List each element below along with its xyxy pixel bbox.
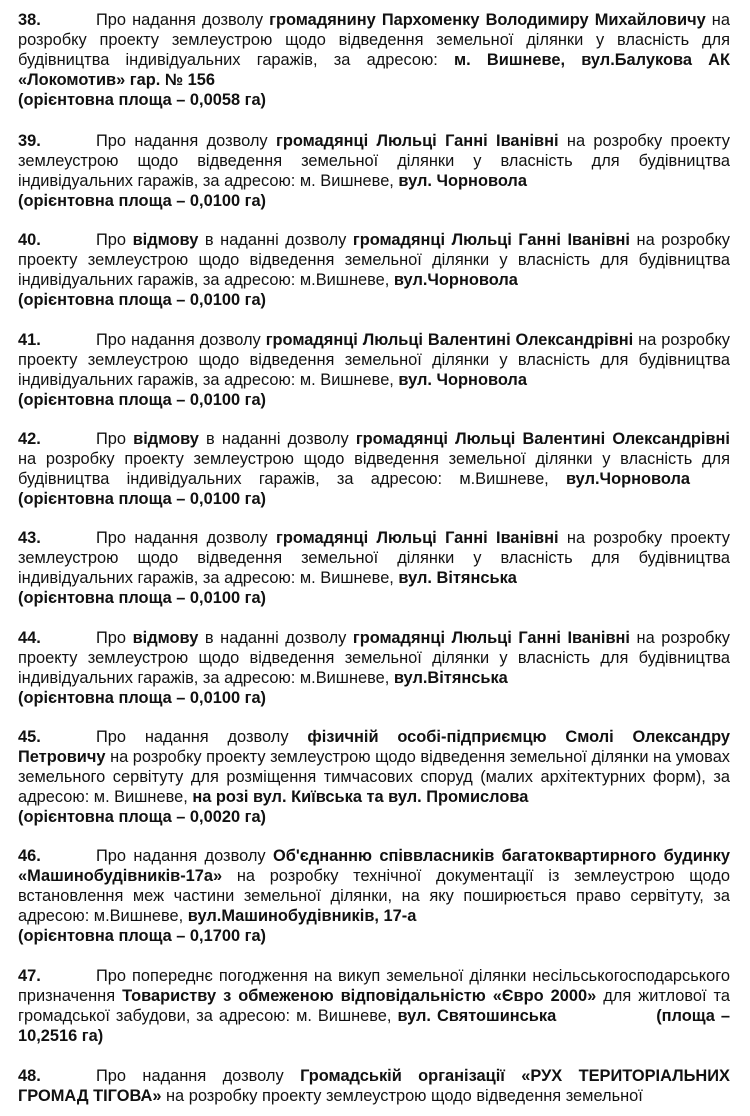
address: вул. Святошинська — [397, 1007, 557, 1025]
address: вул. Вітянська — [398, 569, 517, 587]
refusal-word: відмову — [132, 629, 199, 647]
refusal-word: відмову — [133, 430, 199, 448]
applicant-name: громадянці Люльці Валентині Олександрівні — [265, 331, 634, 349]
address: вул.Чорновола — [566, 470, 690, 488]
applicant-name: фізичній особі-підприємцю Смолі Олександру Петровичу — [18, 728, 730, 766]
list-item-44: 44. Про відмову в наданні дозволу громадянці Люльці Ганні Іванівні на розробку проекту землеустрою щодо відведення земельної ділянки у власність для будівництва індивідуальних гаражів, за адресою: м.Вишневе, вул.Вітянська (орієнтовна площа – 0,0100 га) — [18, 629, 730, 707]
area-note: (орієнтовна площа – 0,1700 га) — [18, 927, 267, 945]
address: вул.Чорновола — [393, 271, 518, 289]
applicant-name: громадянці Люльці Ганні Іванівні — [276, 529, 559, 547]
area-note: (площа – 10,2516 га) — [18, 1007, 731, 1045]
item-number: 39. — [18, 132, 41, 150]
item-number: 46. — [18, 847, 41, 865]
item-number: 43. — [18, 529, 41, 547]
applicant-name: громадянину Пархоменку Володимиру Михайловичу — [269, 11, 706, 29]
area-note: (орієнтовна площа – 0,0100 га) — [18, 192, 267, 210]
address: вул. Чорновола — [398, 371, 527, 389]
item-number: 48. — [18, 1067, 41, 1085]
item-number: 47. — [18, 967, 41, 985]
list-item-40: 40. Про відмову в наданні дозволу громадянці Люльці Ганні Іванівні на розробку проекту землеустрою щодо відведення земельної ділянки у власність для будівництва індивідуальних гаражів, за адресою: м.Вишневе, вул.Чорновола (орієнтовна площа – 0,0100 га) — [18, 231, 730, 309]
address: вул.Вітянська — [393, 669, 508, 687]
address: вул. Чорновола — [398, 172, 527, 190]
address: на розі вул. Київська та вул. Промислова — [192, 788, 529, 806]
item-number: 42. — [18, 430, 41, 448]
list-item-39: 39. Про надання дозволу громадянці Люльці Ганні Іванівні на розробку проекту землеустрою щодо відведення земельної ділянки у власність для будівництва індивідуальних гаражів, за адресою: м. Вишневе, вул. Чорновола (орієнтовна площа – 0,0100 га) — [18, 132, 730, 210]
item-number: 45. — [18, 728, 41, 746]
list-item-47: 47. Про попереднє погодження на викуп земельної ділянки несільськогосподарського призначення Товариству з обмеженою відповідальністю «Євро 2000» для житлової та громадської забудови, за адресою: м. Вишневе, вул. Святошинська (площа – 10,2516 га) — [18, 967, 731, 1045]
applicant-name: громадянці Люльці Ганні Іванівні — [352, 629, 630, 647]
item-number: 40. — [18, 231, 41, 249]
item-number: 38. — [18, 11, 41, 29]
area-note: (орієнтовна площа – 0,0100 га) — [18, 689, 267, 707]
area-note: (орієнтовна площа – 0,0100 га) — [18, 490, 267, 508]
list-item-46: 46. Про надання дозволу Об'єднанню співвласників багатоквартирного будинку «Машинобудівників-17а» на розробку технічної документації із землеустрою щодо встановлення меж частини земельної ділянки, на яку поширюється право сервітуту, за адресою: м.Вишневе, вул.Машинобудівників, 17-а (орієнтовна площа – 0,1700 га) — [18, 847, 730, 945]
item-number: 41. — [18, 331, 41, 349]
applicant-name: громадянці Люльці Ганні Іванівні — [276, 132, 559, 150]
list-item-41: 41. Про надання дозволу громадянці Люльці Валентині Олександрівні на розробку проекту землеустрою щодо відведення земельної ділянки у власність для будівництва індивідуальних гаражів, за адресою: м. Вишневе, вул. Чорновола (орієнтовна площа – 0,0100 га) — [18, 331, 730, 409]
applicant-name: Громадській організації «РУХ ТЕРИТОРІАЛЬНИХ ГРОМАД ТІГОВА» — [18, 1067, 730, 1105]
applicant-name: громадянці Люльці Ганні Іванівні — [352, 231, 630, 249]
applicant-name: Об'єднанню співвласників багатоквартирного будинку «Машинобудівників-17а» — [18, 847, 730, 885]
area-note: (орієнтовна площа – 0,0100 га) — [18, 291, 267, 309]
area-note: (орієнтовна площа – 0,0058 га) — [18, 91, 267, 109]
refusal-word: відмову — [132, 231, 199, 249]
applicant-name: громадянці Люльці Валентині Олександрівні — [355, 430, 730, 448]
list-item-45: 45. Про надання дозволу фізичній особі-підприємцю Смолі Олександру Петровичу на розробку проекту землеустрою щодо відведення земельної ділянки на умовах земельного сервітуту для розміщення тимчасових споруд (малих архітектурних форм), за адресою: м. Вишневе, на розі вул. Київська та вул. Промислова (орієнтовна площа – 0,0020 га) — [18, 728, 730, 826]
area-note: (орієнтовна площа – 0,0020 га) — [18, 808, 267, 826]
area-note: (орієнтовна площа – 0,0100 га) — [18, 391, 267, 409]
list-item-38: 38. Про надання дозволу громадянину Пархоменку Володимиру Михайловичу на розробку проекту землеустрою щодо відведення земельної ділянки у власність для будівництва індивідуальних гаражів, за адресою: м. Вишневе, вул.Балукова АК «Локомотив» гар. № 156 (орієнтовна площа – 0,0058 га) — [18, 11, 730, 109]
list-item-43: 43. Про надання дозволу громадянці Люльці Ганні Іванівні на розробку проекту землеустрою щодо відведення земельної ділянки у власність для будівництва індивідуальних гаражів, за адресою: м. Вишневе, вул. Вітянська (орієнтовна площа – 0,0100 га) — [18, 529, 730, 607]
list-item-42: 42. Про відмову в наданні дозволу громадянці Люльці Валентині Олександрівні на розробку проекту землеустрою щодо відведення земельної ділянки у власність для будівництва індивідуальних гаражів, за адресою: м.Вишневе, вул.Чорновола(орієнтовна площа – 0,0100 га) — [18, 430, 730, 508]
item-number: 44. — [18, 629, 41, 647]
applicant-name: Товариству з обмеженою відповідальністю «Євро 2000» — [122, 987, 597, 1005]
list-item-48: 48. Про надання дозволу Громадській організації «РУХ ТЕРИТОРІАЛЬНИХ ГРОМАД ТІГОВА» на розробку проекту землеустрою щодо відведення земельної — [18, 1067, 730, 1105]
address: вул.Машинобудівників, 17-а — [187, 907, 417, 925]
address: м. Вишневе, вул.Балукова АК «Локомотив» гар. № 156 — [18, 51, 730, 89]
area-note: (орієнтовна площа – 0,0100 га) — [18, 589, 267, 607]
